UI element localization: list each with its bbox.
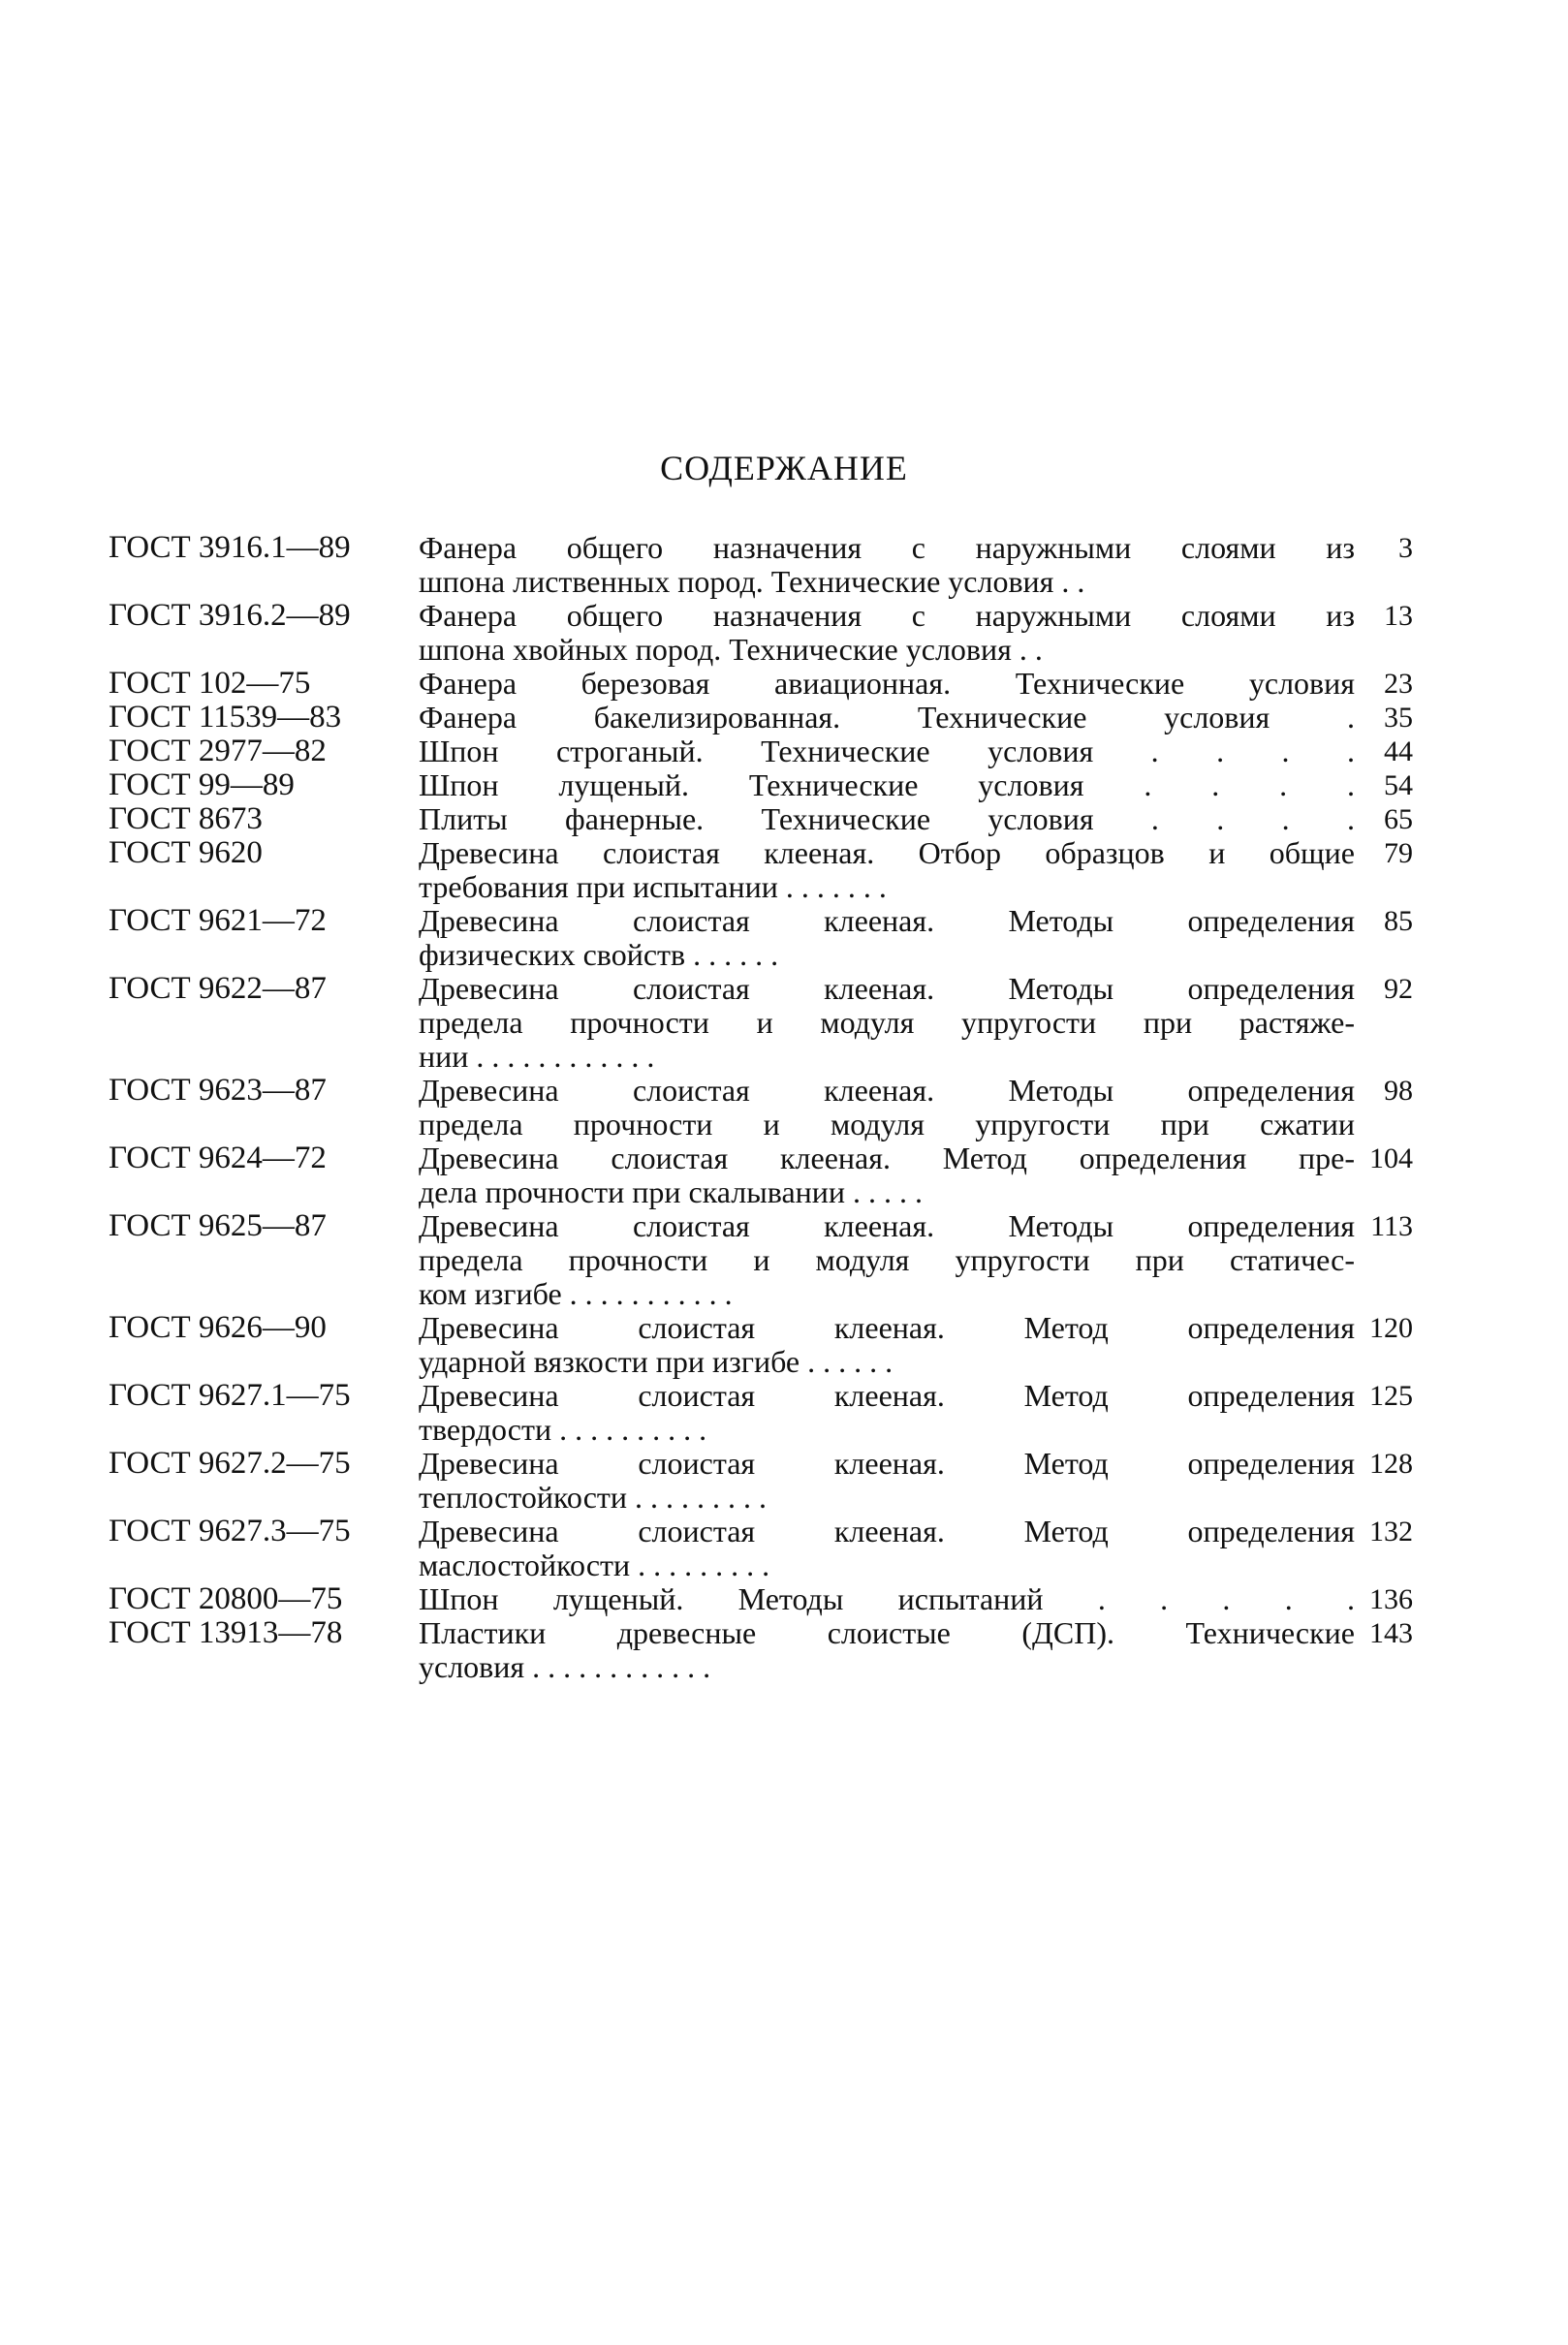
- toc-entry: [109, 701, 1427, 735]
- toc-entry: [109, 1141, 1427, 1209]
- toc-entry: [109, 735, 1427, 768]
- toc-entry-code: ГОСТ 13913—78: [109, 1615, 343, 1650]
- toc-entry-code: ГОСТ 9620: [109, 835, 263, 870]
- page-number: 125: [1369, 1380, 1413, 1412]
- toc-entry-title: [419, 1074, 1355, 1141]
- toc-entry-title-line: Плиты фанерные. Технические условия . . . .: [419, 801, 1355, 836]
- toc-entry: [109, 1582, 1427, 1616]
- toc-entry-page-number: [1355, 1311, 1413, 1345]
- toc-entry: [109, 768, 1427, 802]
- toc-entry-title: [419, 1515, 1355, 1582]
- toc-entry-title-line: условия . . . . . . . . . . . .: [419, 1649, 711, 1684]
- toc-entry-title: [419, 768, 1355, 802]
- page-title: СОДЕРЖАНИЕ: [660, 449, 908, 487]
- page-number: 65: [1384, 803, 1413, 835]
- toc-entry-title-line: Шпон лущеный. Технические условия . . . .: [419, 767, 1355, 802]
- page-number: 79: [1384, 837, 1413, 869]
- toc-entry-page-number: [1355, 1616, 1413, 1650]
- toc-entry-title-line: Древесина слоистая клееная. Методы определения: [419, 1073, 1355, 1108]
- toc-entry-title-line: Древесина слоистая клееная. Методы определения: [419, 1208, 1355, 1243]
- toc-entry: [109, 667, 1427, 701]
- table-of-contents: [109, 531, 1427, 1684]
- toc-entry-page-number: [1355, 1141, 1413, 1175]
- toc-entry-code: ГОСТ 3916.2—89: [109, 598, 351, 633]
- toc-entry-title: [419, 735, 1355, 768]
- toc-entry: [109, 531, 1427, 599]
- toc-entry: [109, 972, 1427, 1074]
- page-number: 143: [1369, 1617, 1413, 1649]
- toc-entry-code: ГОСТ 9626—90: [109, 1310, 327, 1345]
- toc-entry-title-line: Пластики древесные слоистые (ДСП). Технические: [419, 1615, 1355, 1650]
- toc-entry-page-number: [1355, 735, 1413, 768]
- toc-entry-page-number: [1355, 599, 1413, 633]
- toc-entry-title: [419, 701, 1355, 735]
- toc-entry-page-number: [1355, 1515, 1413, 1548]
- toc-entry-title-line: Древесина слоистая клееная. Метод определения пре-: [419, 1141, 1355, 1175]
- toc-entry: [109, 1074, 1427, 1141]
- toc-entry-title-line: Фанера общего назначения с наружными слоями из: [419, 530, 1355, 565]
- toc-entry-title-line: шпона лиственных пород. Технические условия . .: [419, 564, 1085, 599]
- toc-entry: [109, 1447, 1427, 1515]
- toc-entry-title-line: Фанера бакелизированная. Технические условия .: [419, 700, 1355, 735]
- toc-entry-title: [419, 531, 1355, 599]
- page-number: 132: [1369, 1516, 1413, 1548]
- toc-entry-title: [419, 1379, 1355, 1447]
- page-number: 3: [1398, 532, 1413, 564]
- toc-entry: [109, 1311, 1427, 1379]
- toc-entry-title-line: Фанера общего назначения с наружными слоями из: [419, 598, 1355, 633]
- toc-entry-page-number: [1355, 1582, 1413, 1616]
- toc-entry-title-line: твердости . . . . . . . . . .: [419, 1412, 707, 1447]
- toc-entry-code: ГОСТ 11539—83: [109, 700, 342, 735]
- toc-entry-title-line: предела прочности и модуля упругости при статичес-: [419, 1242, 1355, 1277]
- toc-entry: [109, 599, 1427, 667]
- toc-entry-code: ГОСТ 3916.1—89: [109, 530, 351, 565]
- toc-entry-title-line: Древесина слоистая клееная. Методы определения: [419, 903, 1355, 938]
- toc-entry-title-line: Шпон лущеный. Методы испытаний . . . . .: [419, 1581, 1355, 1616]
- toc-entry-title: [419, 1311, 1355, 1379]
- toc-entry-title-line: ударной вязкости при изгибе . . . . . .: [419, 1344, 894, 1379]
- toc-entry-page-number: [1355, 768, 1413, 802]
- page-number: 23: [1384, 668, 1413, 700]
- page-number: 113: [1370, 1210, 1413, 1242]
- toc-entry-title-line: Древесина слоистая клееная. Метод определения: [419, 1514, 1355, 1548]
- page-number: 13: [1384, 600, 1413, 632]
- toc-entry: [109, 904, 1427, 972]
- toc-entry-code: ГОСТ 9622—87: [109, 971, 327, 1006]
- page-number: 136: [1369, 1583, 1413, 1615]
- toc-entry-code: ГОСТ 9621—72: [109, 903, 327, 938]
- toc-entry-title-line: Древесина слоистая клееная. Отбор образцов и общие: [419, 835, 1355, 870]
- toc-entry-code: ГОСТ 99—89: [109, 767, 295, 802]
- toc-entry: [109, 1379, 1427, 1447]
- toc-entry-page-number: [1355, 1074, 1413, 1108]
- page-number: 54: [1384, 769, 1413, 801]
- toc-entry-title-line: теплостойкости . . . . . . . . .: [419, 1480, 767, 1515]
- toc-entry-code: ГОСТ 9623—87: [109, 1073, 327, 1108]
- toc-entry: [109, 1515, 1427, 1582]
- toc-entry-page-number: [1355, 667, 1413, 701]
- toc-entry-title: [419, 904, 1355, 972]
- toc-entry: [109, 836, 1427, 904]
- toc-entry-title: [419, 836, 1355, 904]
- toc-entry-page-number: [1355, 701, 1413, 735]
- toc-entry-code: ГОСТ 9627.2—75: [109, 1446, 351, 1481]
- page-number: 44: [1384, 735, 1413, 767]
- page-number: 128: [1369, 1448, 1413, 1480]
- toc-entry-title: [419, 1582, 1355, 1616]
- toc-entry-title: [419, 667, 1355, 701]
- toc-entry-title-line: дела прочности при скалывании . . . . .: [419, 1174, 924, 1209]
- toc-entry-page-number: [1355, 904, 1413, 938]
- toc-entry-title-line: Древесина слоистая клееная. Методы определения: [419, 971, 1355, 1006]
- toc-entry-title: [419, 599, 1355, 667]
- toc-entry-title-line: нии . . . . . . . . . . . .: [419, 1039, 655, 1074]
- toc-entry-title-line: Шпон строганый. Технические условия . . . .: [419, 734, 1355, 768]
- page-number: 35: [1384, 702, 1413, 734]
- page-number: 98: [1384, 1075, 1413, 1107]
- toc-entry-code: ГОСТ 9627.3—75: [109, 1514, 351, 1548]
- toc-entry-title: [419, 1209, 1355, 1311]
- toc-entry-code: ГОСТ 9627.1—75: [109, 1378, 351, 1413]
- toc-entry-page-number: [1355, 1447, 1413, 1481]
- page-number: 92: [1384, 973, 1413, 1005]
- toc-entry: [109, 802, 1427, 836]
- toc-entry-title-line: требования при испытании . . . . . . .: [419, 869, 887, 904]
- toc-entry-title-line: ком изгибе . . . . . . . . . . .: [419, 1276, 733, 1311]
- toc-entry-title: [419, 1447, 1355, 1515]
- toc-entry-page-number: [1355, 1209, 1413, 1243]
- toc-entry-page-number: [1355, 1379, 1413, 1413]
- page-number: 85: [1384, 905, 1413, 937]
- toc-entry-title: [419, 972, 1355, 1074]
- toc-entry-title-line: предела прочности и модуля упругости при сжатии: [419, 1107, 1355, 1141]
- toc-entry-page-number: [1355, 802, 1413, 836]
- page-number: 120: [1369, 1312, 1413, 1344]
- toc-entry-title-line: Древесина слоистая клееная. Метод определения: [419, 1378, 1355, 1413]
- toc-entry-title: [419, 1616, 1355, 1684]
- toc-entry-title-line: Фанера березовая авиационная. Технические условия: [419, 666, 1355, 701]
- toc-entry: [109, 1209, 1427, 1311]
- toc-entry-title: [419, 1141, 1355, 1209]
- toc-entry-code: ГОСТ 102—75: [109, 666, 311, 701]
- toc-entry-code: ГОСТ 2977—82: [109, 734, 327, 768]
- toc-entry-title-line: Древесина слоистая клееная. Метод определения: [419, 1446, 1355, 1481]
- toc-entry-title: [419, 802, 1355, 836]
- toc-entry-page-number: [1355, 531, 1413, 565]
- toc-entry-title-line: предела прочности и модуля упругости при растяже-: [419, 1005, 1355, 1040]
- page-number: 104: [1369, 1142, 1413, 1174]
- toc-entry: [109, 1616, 1427, 1684]
- toc-entry-page-number: [1355, 972, 1413, 1006]
- toc-entry-code: ГОСТ 20800—75: [109, 1581, 343, 1616]
- toc-entry-page-number: [1355, 836, 1413, 870]
- toc-entry-title-line: Древесина слоистая клееная. Метод определения: [419, 1310, 1355, 1345]
- toc-entry-title-line: физических свойств . . . . . .: [419, 937, 779, 972]
- toc-entry-code: ГОСТ 8673: [109, 801, 263, 836]
- toc-entry-title-line: маслостойкости . . . . . . . . .: [419, 1548, 770, 1582]
- toc-entry-title-line: шпона хвойных пород. Технические условия . .: [419, 632, 1043, 667]
- toc-entry-code: ГОСТ 9625—87: [109, 1208, 327, 1243]
- toc-entry-code: ГОСТ 9624—72: [109, 1141, 327, 1175]
